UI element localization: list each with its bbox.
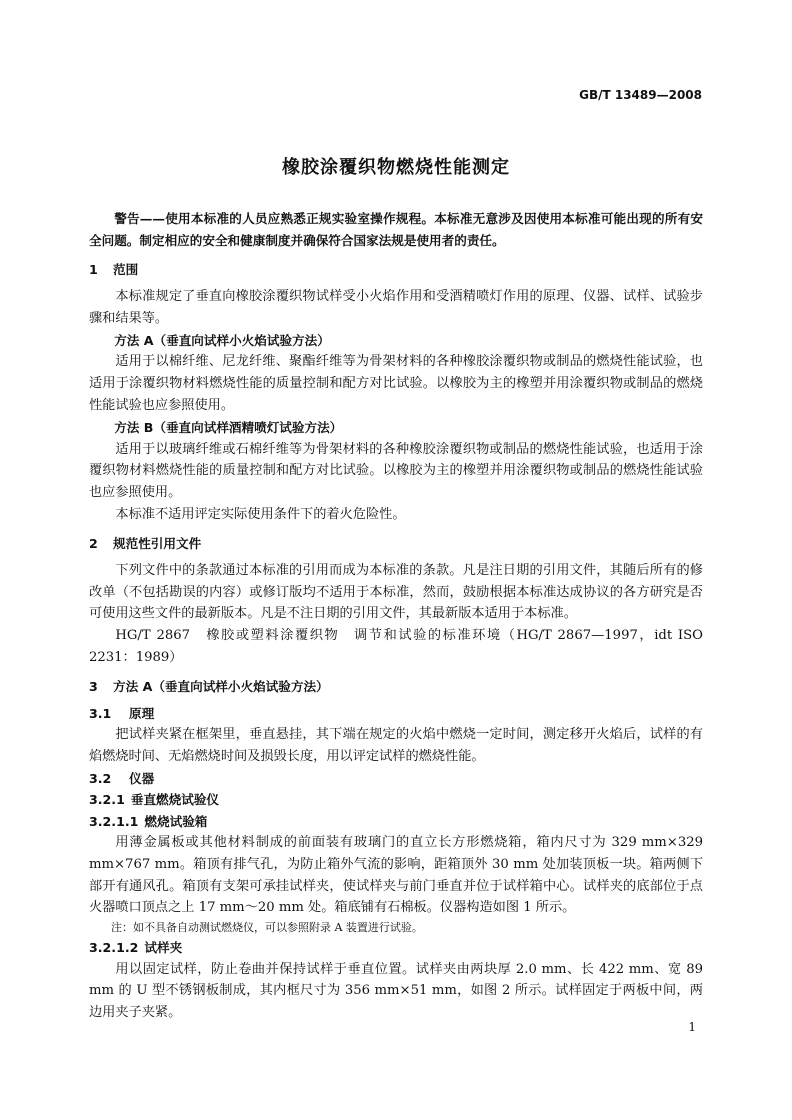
note-text: 注：如不具备自动测试燃烧仪，可以参照附录 A 装置进行试验。 <box>111 921 423 935</box>
section-title: 范围 <box>113 262 139 277</box>
subsection-heading-3-2-1-1 <box>89 811 703 832</box>
subsection-number: 3.2 <box>89 770 112 786</box>
subsection-number: 3.2.1.1 <box>89 813 139 829</box>
section-heading-2 <box>89 533 703 555</box>
subsection-title: 仪器 <box>129 770 155 786</box>
method-a-title: 方法 A（垂直向试样小火焰试验方法） <box>114 332 330 348</box>
specimen-holder-paragraph: 用以固定试样，防止卷曲并保持试样于垂直位置。试样夹由两块厚 2.0 mm、长 422 mm、宽 89 mm 的 U 型不锈钢板制成，其内框尺寸为 356 mm×51 mm，如图 2 所示。试样固定于两板中间，两边用夹子夹紧。 <box>89 961 703 1021</box>
document-title: 橡胶涂覆织物燃烧性能测定 <box>282 157 510 178</box>
method-a-paragraph: 适用于以棉纤维、尼龙纤维、聚酯纤维等为骨架材料的各种橡胶涂覆织物或制品的燃烧性能试验，也适用于涂覆织物材料燃烧性能的质量控制和配方对比试验。以橡胶为主的橡塑并用涂覆织物或制品的燃烧性能试验也应参照使用。 <box>89 354 703 413</box>
section-heading-3 <box>89 676 703 698</box>
section-title: 方法 A（垂直向试样小火焰试验方法） <box>113 678 329 694</box>
principle-paragraph: 把试样夹紧在框架里，垂直悬挂，其下端在规定的火焰中燃烧一定时间，测定移开火焰后，试样的有焰燃烧时间、无焰燃烧时间及损毁长度，用以评定试样的燃烧性能。 <box>89 727 703 764</box>
subsection-heading-3-2 <box>89 768 703 789</box>
section-title: 规范性引用文件 <box>113 535 202 551</box>
subsection-heading-3-2-1 <box>89 789 703 810</box>
standard-code: GB/T 13489—2008 <box>579 88 702 102</box>
section-number: 1 <box>89 262 98 277</box>
method-b-title: 方法 B（垂直向试样酒精喷灯试验方法） <box>114 419 343 435</box>
subsection-number: 3.2.1.2 <box>89 940 139 956</box>
method-b-paragraph: 适用于以玻璃纤维或石棉纤维等为骨架材料的各种橡胶涂覆织物或制品的燃烧性能试验，也适用于涂覆织物材料燃烧性能的质量控制和配方对比试验。以橡胶为主的橡塑并用涂覆织物或制品的燃烧性能试验也应参照使用。 <box>89 441 703 501</box>
subsection-heading-3-1 <box>89 703 703 724</box>
section-number: 2 <box>89 535 98 551</box>
subsection-number: 3.2.1 <box>89 792 125 808</box>
normative-references-paragraph: 下列文件中的条款通过本标准的引用而成为本标准的条款。凡是注日期的引用文件，其随后所有的修改单（不包括勘误的内容）或修订版均不适用于本标准，然而，鼓励根据本标准达成协议的各方研究是否可使用这些文件的最新版本。凡是不注日期的引用文件，其最新版本适用于本标准。 <box>89 562 703 622</box>
scope-intro-paragraph: 本标准规定了垂直向橡胶涂覆织物试样受小火焰作用和受酒精喷灯作用的原理、仪器、试样、试验步骤和结果等。 <box>89 289 703 326</box>
document-body <box>89 208 703 1024</box>
subsection-title: 燃烧试验箱 <box>144 813 208 829</box>
subsection-number: 3.1 <box>89 705 112 721</box>
combustion-box-paragraph: 用薄金属板或其他材料制成的前面装有玻璃门的直立长方形燃烧箱，箱内尺寸为 329 mm×329 mm×767 mm。箱顶有排气孔，为防止箱外气流的影响，距箱顶外 30 mm 处加装顶板一块。箱两侧下部开有通风孔。箱顶有支架可承挂试样夹，使试样夹与前门垂直并位于试样箱中心。试样夹的底部位于点火器喷口顶点之上 17 mm～20 mm 处。箱底铺有石棉板。仪器构造如图 1 所示。 <box>89 834 703 916</box>
scope-exclusion-paragraph: 本标准不适用评定实际使用条件下的着火危险性。 <box>115 506 406 522</box>
page-number: 1 <box>688 1020 696 1034</box>
subsection-title: 垂直燃烧试验仪 <box>130 792 220 808</box>
subsection-heading-3-2-1-2 <box>89 937 703 958</box>
section-heading-1 <box>89 259 703 281</box>
subsection-title: 试样夹 <box>144 940 183 956</box>
subsection-title: 原理 <box>129 705 155 721</box>
reference-entry: HG/T 2867 橡胶或塑料涂覆织物 调节和试验的标准环境（HG/T 2867—1997，idt ISO 2231：1989） <box>89 628 703 665</box>
section-number: 3 <box>89 678 98 694</box>
safety-warning: 警告——使用本标准的人员应熟悉正规实验室操作规程。本标准无意涉及因使用本标准可能出现的所有安全问题。制定相应的安全和健康制度并确保符合国家法规是使用者的责任。 <box>89 211 703 248</box>
